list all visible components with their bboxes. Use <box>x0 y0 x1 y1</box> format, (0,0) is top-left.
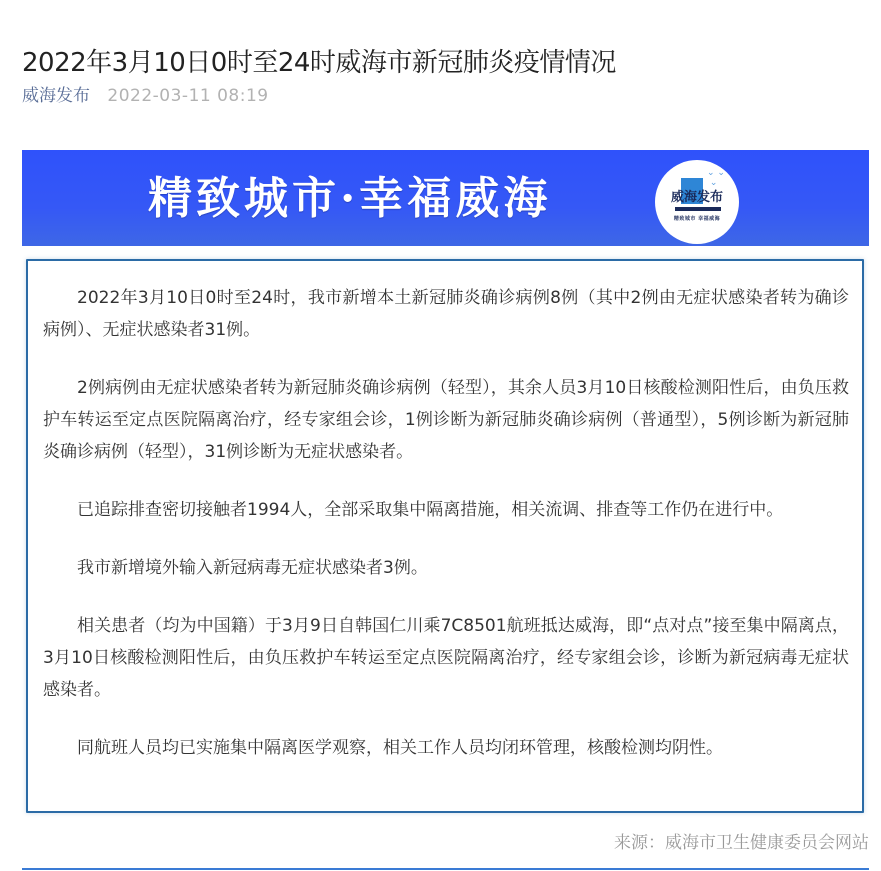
paragraph: 相关患者（均为中国籍）于3月9日自韩国仁川乘7C8501航班抵达威海，即“点对点”接至集中隔离点，3月10日核酸检测阳性后，由负压救护车转运至定点医院隔离治疗，经专家组会诊，诊断为新冠病毒无症状感染者。 <box>43 616 849 700</box>
author-link[interactable]: 威海发布 <box>22 86 90 106</box>
logo-slogan: 精致城市 幸福威海 <box>673 216 721 222</box>
logo-bar <box>675 207 721 211</box>
paragraph: 同航班人员均已实施集中隔离医学观察，相关工作人员均闭环管理，核酸检测均阴性。 <box>77 738 723 758</box>
logo-name: 威海发布 <box>670 190 723 205</box>
paragraph: 已追踪排查密切接触者1994人，全部采取集中隔离措施，相关流调、排查等工作仍在进行中。 <box>77 500 784 520</box>
article-meta <box>22 84 269 108</box>
article-body <box>43 282 849 790</box>
article-title: 2022年3月10日0时至24时威海市新冠肺炎疫情情况 <box>22 48 616 79</box>
source-attribution: 来源：威海市卫生健康委员会网站 <box>614 833 869 853</box>
article-content-box <box>26 259 864 813</box>
footer-divider <box>22 868 869 870</box>
paragraph: 我市新增境外输入新冠病毒无症状感染者3例。 <box>77 558 428 578</box>
paragraph: 2例病例由无症状感染者转为新冠肺炎确诊病例（轻型），其余人员3月10日核酸检测阳性后，由负压救护车转运至定点医院隔离治疗，经专家组会诊，1例诊断为新冠肺炎确诊病例（普通型），5例诊断为新冠肺炎确诊病例（轻型），31例诊断为无症状感染者。 <box>43 378 849 462</box>
publish-date: 2022-03-11 08:19 <box>107 86 269 106</box>
banner-slogan: 精致城市·幸福威海 <box>148 173 552 224</box>
paragraph: 2022年3月10日0时至24时，我市新增本土新冠肺炎确诊病例8例（其中2例由无症状感染者转为确诊病例）、无症状感染者31例。 <box>43 288 849 340</box>
header-banner-image <box>22 150 869 246</box>
weihai-fabu-logo-icon <box>655 160 739 244</box>
bird-icon: ⌄ ⌄ ⌄ <box>707 168 725 188</box>
